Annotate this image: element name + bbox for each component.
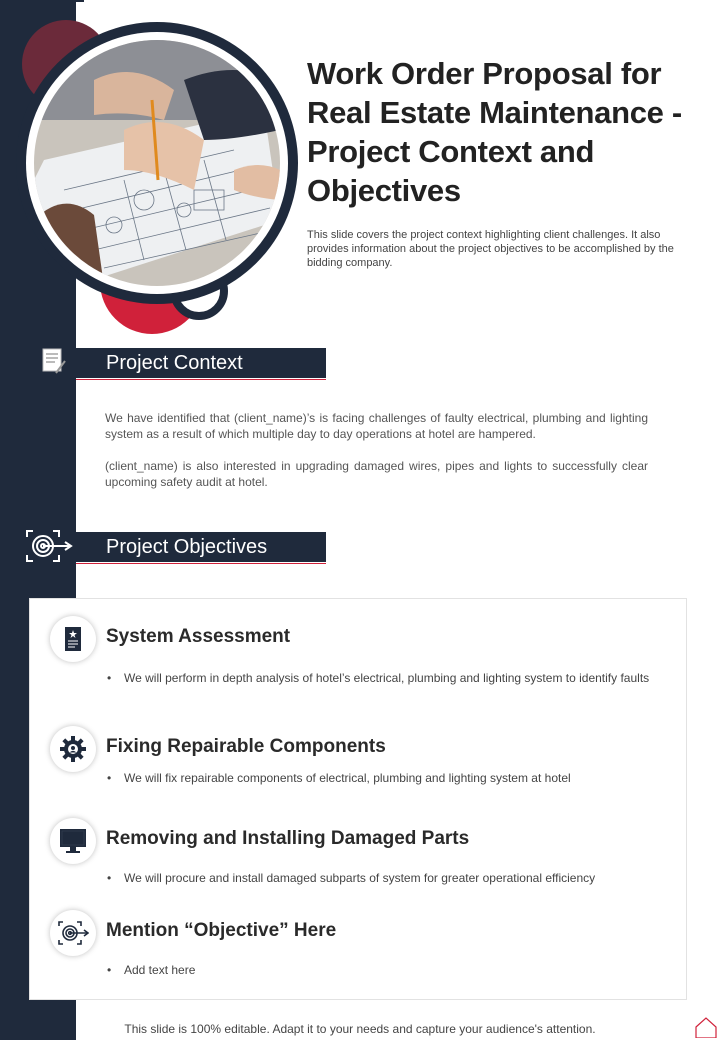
- objective-title-4: Mention “Objective” Here: [106, 920, 337, 941]
- objective-text-1: We will perform in depth analysis of hotel’s electrical, plumbing and lighting system to identify faults: [124, 671, 650, 685]
- page-subtitle: This slide covers the project context highlighting client challenges. It also provides information about the project objectives to be accomplished by the bidding company.: [307, 229, 674, 269]
- objective-title-2: Fixing Repairable Components: [106, 736, 386, 757]
- objective-bullet-2: • We will fix repairable components of electrical, plumbing and lighting system at hotel: [107, 771, 571, 785]
- objective-text-4: Add text here: [124, 963, 196, 977]
- objective-text-3: We will procure and install damaged subparts of system for greater operational efficiency: [124, 871, 596, 885]
- objective-title-3: Removing and Installing Damaged Parts: [106, 828, 470, 849]
- monitor-icon: [50, 818, 96, 864]
- objective-bullet-4: • Add text here: [107, 963, 196, 977]
- blueprint-photo: [34, 40, 280, 286]
- project-objectives-underline: [76, 563, 326, 564]
- footer-note: This slide is 100% editable. Adapt it to your needs and capture your audience's attention.: [124, 1022, 596, 1036]
- context-paragraph-2: (client_name) is also interested in upgrading damaged wires, pipes and lights to successfully clear upcoming safety audit at hotel.: [105, 459, 648, 489]
- target-icon: [50, 910, 96, 956]
- home-icon[interactable]: [694, 1016, 718, 1040]
- top-accent: [76, 0, 84, 2]
- project-context-underline: [76, 379, 326, 380]
- target-icon: [25, 529, 75, 568]
- project-objectives-heading: Project Objectives: [76, 532, 326, 562]
- objective-bullet-1: • We will perform in depth analysis of hotel’s electrical, plumbing and lighting system to identify faults: [107, 671, 650, 685]
- document-icon: [40, 347, 68, 380]
- context-paragraph-1: We have identified that (client_name)’s is facing challenges of faulty electrical, plumbing and lighting system as a result of which multiple day to day operations at hotel are hampered.: [105, 411, 648, 441]
- gear-icon: [50, 726, 96, 772]
- objective-text-2: We will fix repairable components of electrical, plumbing and lighting system at hotel: [124, 771, 571, 785]
- project-context-heading: Project Context: [76, 348, 326, 378]
- page-title: Work Order Proposal for Real Estate Maintenance - Project Context and Objectives: [307, 56, 682, 208]
- objective-title-1: System Assessment: [106, 626, 291, 647]
- objective-bullet-3: • We will procure and install damaged subparts of system for greater operational efficiency: [107, 871, 596, 885]
- checklist-icon: [50, 616, 96, 662]
